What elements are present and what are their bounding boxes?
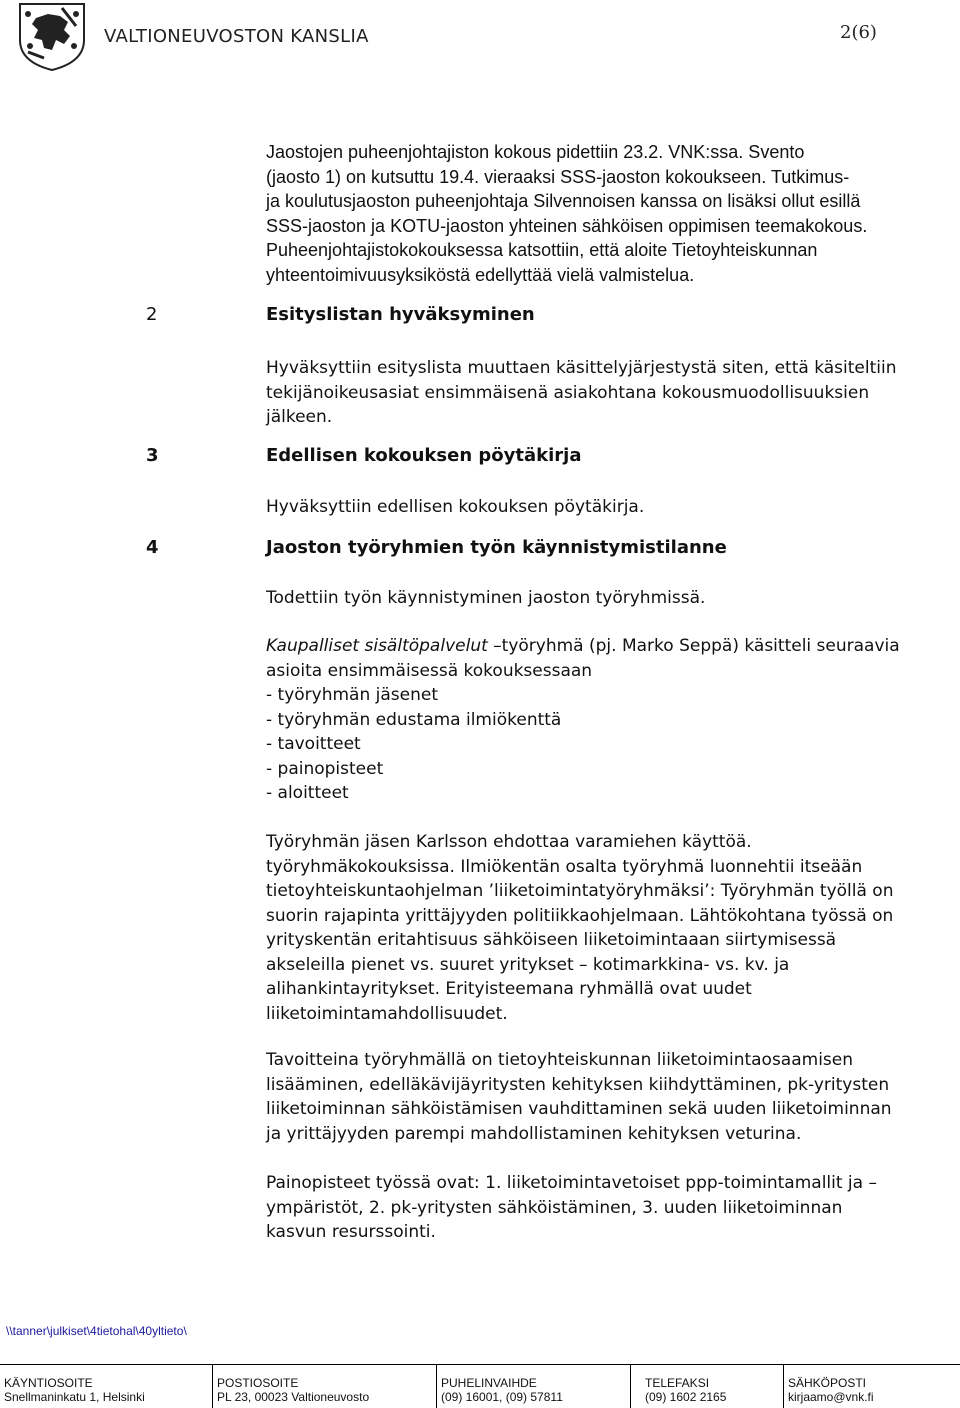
list-item: - työryhmän jäsenet [266,685,439,705]
footer-fax [641,1364,783,1408]
intro-line: Jaostojen puheenjohtajiston kokous pidettiin 23.2. VNK:ssa. Svento [266,142,805,162]
paragraph-line: työryhmäkokouksissa. Ilmiökentän osalta työryhmä luonnehtii itseään [266,856,863,877]
section-number: 2 [146,304,158,325]
footer-separator [630,1364,631,1408]
list-item: - painopisteet [266,758,384,779]
footer-label: POSTIOSOITE [217,1376,299,1390]
footer-value: PL 23, 00023 Valtioneuvosto [217,1390,370,1404]
footer-value: (09) 1602 2165 [645,1390,727,1404]
footer-label: TELEFAKSI [645,1376,710,1390]
workgroup-first-line [266,634,900,659]
paragraph-line: liiketoiminnan sähköistämisen vauhdittaminen sekä uuden liiketoiminnan [266,1099,892,1119]
list-item: - työryhmän edustama ilmiökenttä [266,709,562,730]
intro-line: Puheenjohtajistokokouksessa katsottiin, että aloite Tietoyhteiskunnan [266,240,818,260]
intro-paragraph [266,140,867,287]
file-path: \\tanner\julkiset\4tietohal\40yltieto\ [6,1324,187,1338]
paragraph-line: tietoyhteiskuntaohjelman ’liiketoimintatyöryhmäksi’: Työryhmän työllä on [266,881,894,901]
intro-line: yhteentoimivuusyksiköstä edellyttää vielä valmistelua. [266,264,695,285]
paragraph-line: alihankintayritykset. Erityisteemana ryhmällä ovat uudet [266,979,752,999]
intro-line: ja koulutusjaoston puheenjohtaja Silvennoisen kanssa on lisäksi ollut esillä [266,191,861,211]
paragraph-line: asioita ensimmäisessä kokouksessaan [266,660,593,681]
paragraph-line: Hyväksyttiin esityslista muuttaen käsittelyjärjestystä siten, että käsiteltiin [266,358,897,378]
section-paragraph [266,356,896,430]
footer-value: Snellmaninkatu 1, Helsinki [4,1390,145,1404]
paragraph-line: Painopisteet työssä ovat: 1. liiketoimintavetoiset ppp-toimintamallit ja – [266,1173,877,1193]
paragraph-line: tekijänoikeusasiat ensimmäisenä asiakohtana kokousmuodollisuuksien [266,382,870,403]
list-item: - aloitteet [266,783,349,803]
footer-label: PUHELINVAIHDE [441,1376,537,1390]
coat-of-arms-logo [14,0,90,72]
section-heading: Jaoston työryhmien työn käynnistymistilanne [266,537,727,558]
paragraph-line: Todettiin työn käynnistyminen jaoston työryhmissä. [266,588,706,608]
karlsson-paragraph [266,830,893,1026]
section-paragraph [266,495,644,520]
paragraph-line: kasvun resurssointi. [266,1222,436,1242]
footer-email [784,1364,960,1408]
focus-paragraph [266,1171,877,1245]
workgroup-paragraph [266,634,900,806]
paragraph-line: liiketoimintamahdollisuudet. [266,1003,508,1024]
paragraph-line: yrityskentän eritahtisuus sähköiseen liiketoimintaaan siirtymisessä [266,930,837,950]
section-heading: Edellisen kokouksen pöytäkirja [266,445,582,466]
section-heading: Esityslistan hyväksyminen [266,304,535,325]
goals-paragraph [266,1048,892,1146]
footer-label: KÄYNTIOSOITE [4,1376,93,1390]
workgroup-name: Kaupalliset sisältöpalvelut [266,636,488,656]
paragraph-line: Hyväksyttiin edellisen kokouksen pöytäkirja. [266,497,645,517]
footer-value: (09) 16001, (09) 57811 [441,1390,563,1404]
paragraph-line: jälkeen. [266,407,333,427]
footer-label: SÄHKÖPOSTI [788,1376,867,1390]
footer-postal-address [213,1364,436,1408]
paragraph-line: Työryhmän jäsen Karlsson ehdottaa varamiehen käyttöä. [266,832,752,852]
footer-value: kirjaamo@vnk.fi [788,1390,874,1404]
paragraph-line: Tavoitteina työryhmällä on tietoyhteiskunnan liiketoimintaosaamisen [266,1050,854,1070]
paragraph-line: akseleilla pienet vs. suuret yritykset – kotimarkkina- vs. kv. ja [266,954,790,975]
list-item: - tavoitteet [266,734,361,754]
paragraph-line: ympäristöt, 2. pk-yritysten sähköistäminen, 3. uuden liiketoiminnan [266,1197,843,1218]
workgroup-first-line-rest: –työryhmä (pj. Marko Seppä) käsitteli seuraavia [487,636,900,656]
paragraph-line: ja yrittäjyyden parempi mahdollistaminen kehityksen veturina. [266,1123,802,1144]
section-number: 4 [146,537,159,558]
page-number: 2(6) [840,22,877,43]
intro-line: (jaosto 1) on kutsuttu 19.4. vieraaksi SSS-jaoston kokoukseen. Tutkimus- [266,166,850,187]
organization-name: VALTIONEUVOSTON KANSLIA [104,26,369,47]
section-number: 3 [146,445,159,466]
paragraph-line: lisääminen, edelläkävijäyritysten kehityksen kiihdyttäminen, pk-yritysten [266,1074,890,1095]
section-paragraph [266,586,705,611]
paragraph-line: suorin rajapinta yrittäjyyden politiikkaohjelmaan. Lähtökohtana työssä on [266,905,894,926]
footer-visiting-address [0,1364,212,1408]
intro-line: SSS-jaoston ja KOTU-jaoston yhteinen sähköisen oppimisen teemakokous. [266,215,868,236]
footer-switchboard [437,1364,630,1408]
